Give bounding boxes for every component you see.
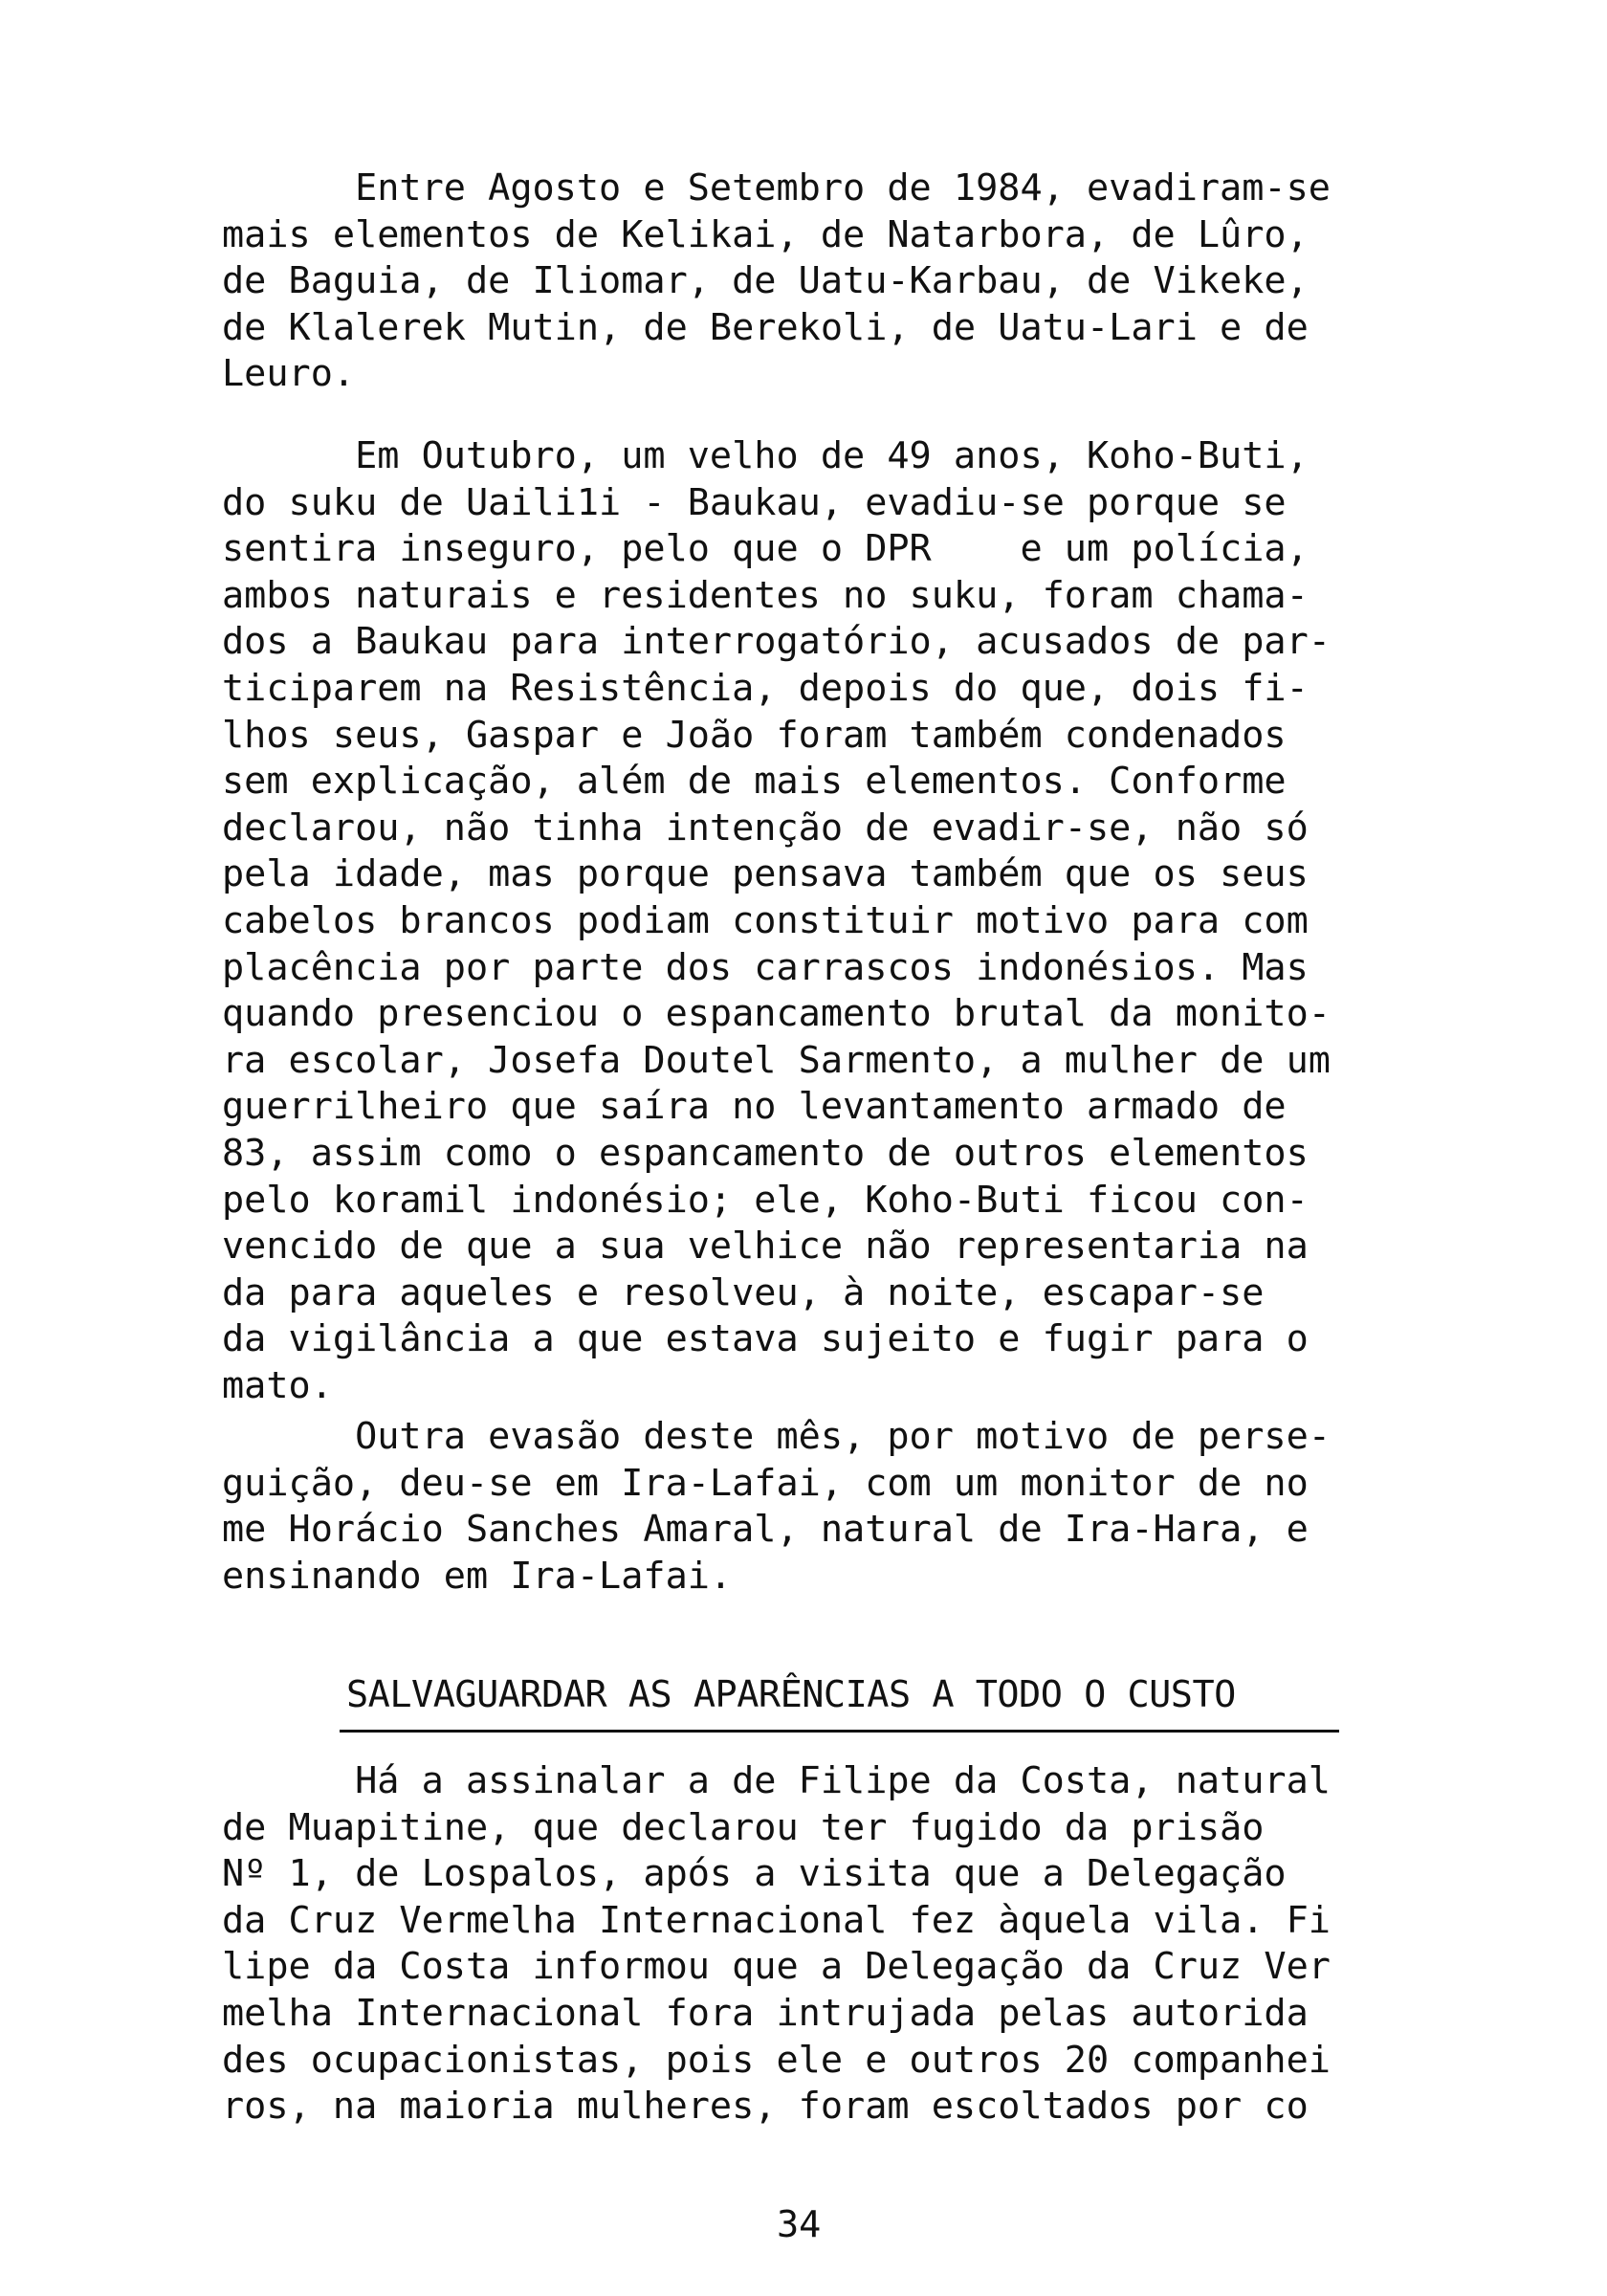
text-line: ros, na maioria mulheres, foram escoltados por co	[222, 2085, 1309, 2129]
text-line: de Muapitine, que declarou ter fugido da prisão	[222, 1805, 1265, 1849]
text-line: de Klalerek Mutin, de Berekoli, de Uatu-Lari e de	[222, 305, 1309, 349]
text-line: quando presenciou o espancamento brutal da monito-	[222, 992, 1331, 1036]
page-number: 34	[777, 2203, 822, 2246]
text-line: ra escolar, Josefa Doutel Sarmento, a mulher de um	[222, 1038, 1331, 1082]
text-line: pelo koramil indonésio; ele, Koho-Buti ficou con-	[222, 1178, 1309, 1222]
text-line: mais elementos de Kelikai, de Natarbora, de Lûro,	[222, 212, 1309, 256]
text-line: Entre Agosto e Setembro de 1984, evadiram-se	[222, 166, 1331, 210]
text-line: placência por parte dos carrascos indonésios. Mas	[222, 945, 1309, 989]
text-line: guição, deu-se em Ira-Lafai, com um monitor de no	[222, 1461, 1309, 1505]
text-line: Há a assinalar a de Filipe da Costa, natural	[222, 1759, 1331, 1802]
text-line: Nº 1, de Lospalos, após a visita que a Delegação	[222, 1852, 1287, 1896]
paragraph-1	[222, 166, 1418, 398]
text-line: declarou, não tinha intenção de evadir-se, não só	[222, 806, 1309, 850]
text-line: melha Internacional fora intrujada pelas autorida	[222, 1991, 1309, 2035]
text-line: Outra evasão deste mês, por motivo de perse-	[222, 1415, 1331, 1458]
text-line: da para aqueles e resolveu, à noite, escapar-se	[222, 1270, 1265, 1314]
paragraph-4	[222, 1758, 1418, 2130]
text-line: lhos seus, Gaspar e João foram também condenados	[222, 713, 1287, 757]
section-heading: SALVAGUARDAR AS APARÊNCIAS A TODO O CUSTO	[346, 1673, 1236, 1716]
text-line: cabelos brancos podiam constituir motivo para com	[222, 898, 1309, 942]
heading-underline	[340, 1730, 1339, 1733]
text-line: ambos naturais e residentes no suku, foram chama-	[222, 573, 1309, 617]
paragraph-3	[222, 1414, 1418, 1600]
text-line: dos a Baukau para interrogatório, acusados de par-	[222, 620, 1331, 664]
text-line: de Baguia, de Iliomar, de Uatu-Karbau, de Vikeke,	[222, 259, 1309, 303]
text-line: da Cruz Vermelha Internacional fez àquela vila. Fi	[222, 1898, 1331, 1942]
text-line: ensinando em Ira-Lafai.	[222, 1554, 733, 1598]
text-line: da vigilância a que estava sujeito e fugir para o	[222, 1317, 1309, 1361]
text-line: me Horácio Sanches Amaral, natural de Ira-Hara, e	[222, 1508, 1309, 1552]
text-line: pela idade, mas porque pensava também que os seus	[222, 852, 1309, 896]
text-line: Em Outubro, um velho de 49 anos, Koho-Buti,	[222, 434, 1309, 477]
text-line: mato.	[222, 1363, 333, 1407]
text-line: do suku de Uaili1i - Baukau, evadiu-se porque se	[222, 480, 1287, 524]
text-line: vencido de que a sua velhice não representaria na	[222, 1225, 1309, 1269]
text-line: Leuro.	[222, 352, 356, 396]
text-line: lipe da Costa informou que a Delegação da Cruz Ver	[222, 1945, 1331, 1989]
text-line: ticiparem na Resistência, depois do que, dois fi-	[222, 666, 1309, 710]
text-line: 83, assim como o espancamento de outros elementos	[222, 1131, 1309, 1175]
text-line: sentira inseguro, pelo que o DPR e um polícia,	[222, 527, 1309, 571]
paragraph-2	[222, 433, 1418, 1409]
text-line: sem explicação, além de mais elementos. Conforme	[222, 760, 1287, 804]
text-line: des ocupacionistas, pois ele e outros 20 companhei	[222, 2038, 1331, 2082]
text-line: guerrilheiro que saíra no levantamento armado de	[222, 1085, 1287, 1129]
